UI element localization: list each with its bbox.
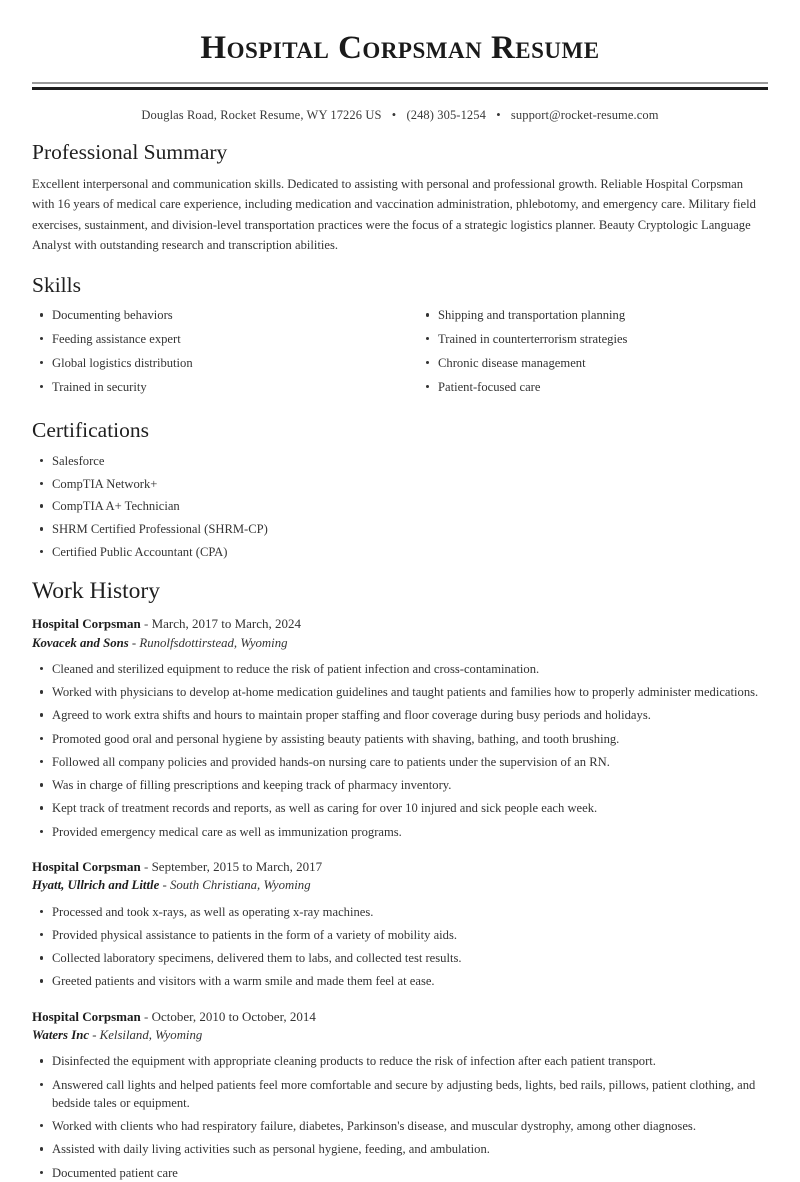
contact-address: Douglas Road, Rocket Resume, WY 17226 US <box>141 108 382 123</box>
job-title: Hospital Corpsman <box>32 858 141 874</box>
list-item: CompTIA Network+ <box>32 475 768 493</box>
job-title-separator: - <box>140 616 152 632</box>
job-company-line <box>32 634 768 653</box>
certifications-list <box>32 452 768 561</box>
page-title: Hospital Corpsman Resume <box>200 30 600 66</box>
job-entry <box>32 614 768 841</box>
job-company-line <box>32 1026 768 1045</box>
job-location: Kelsiland, Wyoming <box>99 1028 203 1043</box>
list-item: Provided emergency medical care as well as immunization programs. <box>32 823 768 841</box>
job-title-separator: - <box>140 1008 152 1024</box>
section-certifications <box>32 418 768 561</box>
list-item: Was in charge of filling prescriptions and keeping track of pharmacy inventory. <box>32 776 768 794</box>
job-dates: March, 2017 to March, 2024 <box>151 616 302 632</box>
job-company: Waters Inc <box>32 1028 89 1043</box>
list-item: Worked with physicians to develop at-home medication guidelines and taught patients and families how to properly administer medications. <box>32 683 768 701</box>
list-item: Promoted good oral and personal hygiene by assisting beauty patients with shaving, bathing, and tooth brushing. <box>32 730 768 748</box>
list-item: Provided physical assistance to patients in the form of a variety of mobility aids. <box>32 926 768 944</box>
job-title-line <box>32 1007 768 1027</box>
skills-column-right <box>400 306 768 401</box>
skills-list-left <box>32 306 400 396</box>
section-work-history <box>32 578 768 1182</box>
list-item: Kept track of treatment records and reports, as well as caring for over 10 injured and sick people each week. <box>32 799 768 817</box>
list-item: Certified Public Accountant (CPA) <box>32 543 768 561</box>
job-location: South Christiana, Wyoming <box>169 878 311 893</box>
contact-separator-2: • <box>496 108 501 123</box>
list-item: Chronic disease management <box>418 354 768 372</box>
job-bullets <box>32 903 768 991</box>
header-divider <box>32 82 768 90</box>
list-item: Disinfected the equipment with appropriate cleaning products to reduce the risk of infection after each patient transport. <box>32 1052 768 1070</box>
skills-list-right <box>418 306 768 396</box>
contact-email: support@rocket-resume.com <box>510 108 659 123</box>
skills-column-left <box>32 306 400 401</box>
job-title: Hospital Corpsman <box>32 1008 141 1024</box>
list-item: Salesforce <box>32 452 768 470</box>
skills-columns <box>32 306 768 401</box>
job-company-separator: - <box>128 635 140 650</box>
list-item: Documented patient care <box>32 1164 768 1182</box>
section-heading-skills: Skills <box>32 272 81 297</box>
job-company: Hyatt, Ullrich and Little <box>32 878 160 893</box>
list-item: Trained in counterterrorism strategies <box>418 330 768 348</box>
list-item: Patient-focused care <box>418 378 768 396</box>
job-dates: October, 2010 to October, 2014 <box>151 1008 316 1024</box>
list-item: Worked with clients who had respiratory failure, diabetes, Parkinson's disease, and muscular dystrophy, among other diagnoses. <box>32 1117 768 1135</box>
list-item: Collected laboratory specimens, delivered them to labs, and collected test results. <box>32 949 768 967</box>
work-history-jobs <box>32 614 768 1182</box>
list-item: Documenting behaviors <box>32 306 400 324</box>
job-entry <box>32 857 768 991</box>
job-title-line <box>32 857 768 877</box>
list-item: Shipping and transportation planning <box>418 306 768 324</box>
list-item: Followed all company policies and provided hands-on nursing care to patients under the supervision of an RN. <box>32 753 768 771</box>
job-company-separator: - <box>159 878 170 893</box>
job-bullets <box>32 1052 768 1182</box>
section-heading-certifications: Certifications <box>32 418 150 443</box>
summary-text: Excellent interpersonal and communication skills. Dedicated to assisting with personal and professional growth. Reliable Hospital Corpsman with 16 years of medical care experience, including medication and vaccination administration, phlebotomy, and emergency care. Military field exercises, sustainment, and division-level transportation practices were the focus of a strategic logistics planner. Beauty Cryptologic Language Analyst with outstanding research and transcription abilities. <box>32 176 756 253</box>
list-item: Global logistics distribution <box>32 354 400 372</box>
list-item: Feeding assistance expert <box>32 330 400 348</box>
section-professional-summary <box>32 140 768 255</box>
list-item: Trained in security <box>32 378 400 396</box>
job-location: Runolfsdottirstead, Wyoming <box>139 635 288 650</box>
section-heading-work-history: Work History <box>32 578 160 605</box>
job-company-line <box>32 876 768 895</box>
contact-line <box>32 108 768 123</box>
contact-separator-1: • <box>391 108 397 123</box>
job-bullets <box>32 660 768 841</box>
list-item: Processed and took x-rays, as well as operating x-ray machines. <box>32 903 768 921</box>
job-title: Hospital Corpsman <box>32 616 141 632</box>
job-company: Kovacek and Sons <box>32 635 129 650</box>
job-company-separator: - <box>89 1028 100 1043</box>
list-item: CompTIA A+ Technician <box>32 497 768 515</box>
job-entry <box>32 1007 768 1182</box>
job-dates: September, 2015 to March, 2017 <box>151 858 323 874</box>
job-title-line <box>32 614 768 634</box>
section-skills <box>32 273 768 402</box>
list-item: Answered call lights and helped patients feel more comfortable and secure by adjusting beds, lights, bed rails, pillows, patient clothing, and bedside tales or equipment. <box>32 1076 768 1113</box>
job-title-separator: - <box>140 858 152 874</box>
list-item: Cleaned and sterilized equipment to reduce the risk of patient infection and cross-contamination. <box>32 660 768 678</box>
contact-phone: (248) 305-1254 <box>406 108 486 123</box>
list-item: Greeted patients and visitors with a warm smile and made them feel at ease. <box>32 972 768 990</box>
section-heading-summary: Professional Summary <box>32 140 228 165</box>
list-item: SHRM Certified Professional (SHRM-CP) <box>32 520 768 538</box>
list-item: Assisted with daily living activities such as personal hygiene, feeding, and ambulation. <box>32 1140 768 1158</box>
list-item: Agreed to work extra shifts and hours to maintain proper staffing and floor coverage during busy periods and holidays. <box>32 706 768 724</box>
divider-line-bottom <box>32 87 768 90</box>
